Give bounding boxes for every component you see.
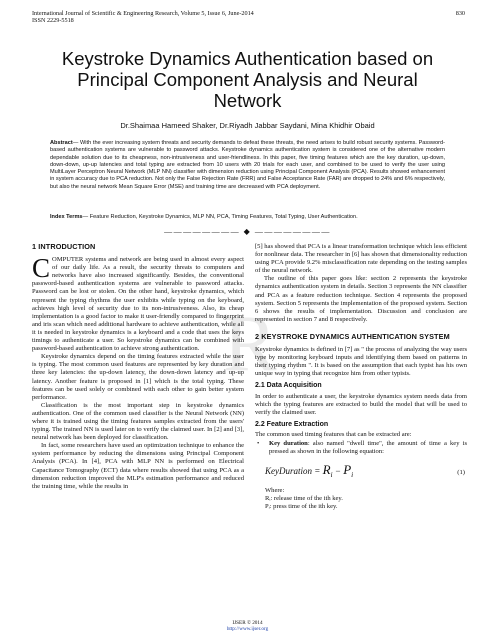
issn: ISSN 2229-5518 [32,17,74,24]
index-terms [50,214,445,221]
subsection-2-2-heading: 2.2 Feature Extraction [255,420,329,428]
intro-paragraph-6: The outline of this paper goes like: section 2 represents the keystroke dynamics authentication system in details. Section 3 represents the NN classifier and PCA as a feature reduction technique. Section 4 represents the proposed system. Section 5 represents the implementation of the proposed system. Section 6 shows the results of implementation. Discussion and conclusion are represented in section 7 and 8 respectively. [255,275,467,323]
intro-paragraph-3: Classification is the most important step in keystroke dynamics authentication. One of the common used classifier is the Neural Network (NN) where it is trained using the timing features samples extracted from the users' typing. The trained NN is used later on to verify the claimed user. In [2] and [3], neural network has been deployed for classification. [32,401,244,442]
section-separator: ———————— ◆ ———————— [164,227,331,236]
subsection-2-1-heading: 2.1 Data Acquisition [255,382,322,390]
intro-paragraph-5: [5] has showed that PCA is a linear transformation technique which less efficient for nonlinear data. The researcher in [6] has shown that dimensionality reduction using PCA provide 9.2% misclassification rate depending on the testing samples of the neural network. [255,243,467,275]
equation-1 [265,462,467,479]
footer-copyright: IJSER © 2014 [232,620,263,626]
bullet-key-duration [255,440,467,456]
equation-number: (1) [457,468,465,476]
equation-legend [265,487,467,511]
intro-paragraph-1: COMPUTER systems and network are being used in almost every aspect of our daily life. As a result, the security threats to computers and networks have also increased significantly. Besides, the conventional password-based authentication systems are vulnerable to password attacks. Password can be lost or stolen. On the other hand, keystroke dynamics, which represent the typing rhythms the user exhibits while typing on the keyboard, achieves high level of security due to its non-intrusiveness. Also, its cheap implementation is a good factor to make it user-friendly compared to fingerprint and iris scan which need additional hardware to achieve authentication, while all it is needed in keystroke dynamics is a keyboard and a code that uses the keys timings to authenticate a user. So keystroke dynamics can be combined with password-based authentication to achieve strong authentication. [32,253,244,353]
intro-paragraph-2: Keystroke dynamics depend on the timing features extracted while the user is typing. The most common used features are represented by key duration and three key latencies: the up-down latency, the down-down latency and up-up latency. Another feature is proposed in [1] which is the total typing. These features can be used solely or combined with each other to gain better system performance. [32,353,244,401]
abstract-text: — With the ever increasing system threats and security demands to defeat these threats, the need arises to build robust security systems. Password-based authentication systems are vulnerable to password attacks. Keystroke dynamics authentication system is considered one of the alternative modern dependable solution due to its cheapness, non-intrusiveness and user-friendliness. In this paper, five timing features which are the key duration, up-down, down-down, up-up latencies and total typing are extracted from 10 users with 20 trials for each user, and combined to be used to verify the user using MultiLayer Perceptron Neural Network (MLP NN) classifier with dimension reduction using Principal Component Analysis (PCA). Results showed enhancement in system accuracy due to PCA reduction. Not only the False Rejection Rate (FRR) and False Acceptance Rate (FAR) are dropped to 24% and 6% respectively, but also the neural network Mean Square Error (MSE) and training time are decreased with PCA deployment. [50,140,445,190]
subsection-2-1-text: In order to authenticate a user, the keystroke dynamics system needs data from which the typing features are extracted to build the model that will be used to verify the claimed user. [255,392,467,416]
svg-text:R: R [223,300,277,388]
where-p: Pᵢ: press time of the ith key. [265,503,338,511]
right-column [255,243,467,511]
abstract-lead: Abstract [50,140,73,146]
subsection-2-2-text: The common used timing features that can be extracted are: [255,430,412,438]
bullet-term: Key duration [269,439,308,447]
intro-paragraph-4: In fact, some researchers have used an optimization technique to enhance the system performance by reducing the dimensions using Principal Component Analysis (PCA). In [4], PCA with MLP NN is performed on Electrical Capacitance Tomography (ECT) data where results showed that using PCA as a dimension reduction improved the MLP's estimation performance and reduced the training time, while the results in [32,442,244,490]
page-number: 830 [455,10,465,17]
footer-url[interactable]: http://www.ijser.org [226,626,269,632]
drop-cap: C [32,253,51,284]
index-terms-text: — Feature Reduction, Keystroke Dynamics, MLP NN, PCA, Timing Features, Total Typing, User Authentication. [82,214,358,220]
section-2-heading: 2 KEYSTROKE DYNAMICS AUTHENTICATION SYSTEM [255,331,450,341]
title-line-3: Network [213,90,282,111]
where-label: Where: [265,487,285,495]
where-r: Rᵢ: release time of the ith key. [265,495,343,503]
index-terms-lead: Index Terms [50,214,83,220]
equation-formula: KeyDuration = $R_i - P_i$ [265,462,354,479]
title-line-1: Keystroke Dynamics Authentication based on [61,48,434,69]
section-2-paragraph: Keystroke dynamics is defined in [7] as " the process of analyzing the way users type by monitoring keyboard inputs and identifying them based on patterns in their typing rhythm ". It is based on the assumption that each typist has his own unique way in typing that recognize him from other typists. [255,346,467,378]
authors: Dr.Shaimaa Hameed Shaker, Dr.Riyadh Jabbar Saydani, Mina Khidhir Obaid [120,121,375,130]
paper-title [40,48,455,111]
title-line-2: Principal Component Analysis and Neural [77,69,418,90]
abstract [50,140,445,191]
bullet-icon: • [257,439,260,447]
page-footer [0,620,495,632]
left-column [32,243,244,491]
bullet-text: : also named "dwell time", the amount of time a key is pressed as shown in the following equation: [269,439,467,456]
journal-header: International Journal of Scientific & Engineering Research, Volume 5, Issue 6, June-2014 [32,10,254,17]
section-1-heading: 1 INTRODUCTION [32,242,96,251]
